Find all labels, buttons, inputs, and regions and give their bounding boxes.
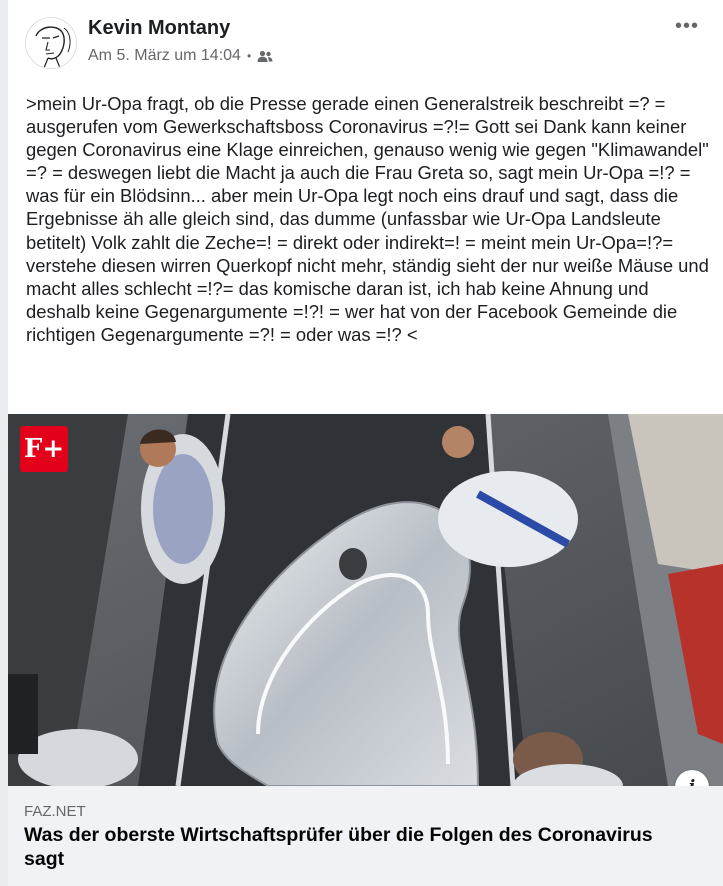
meta-separator: • — [246, 49, 252, 63]
friends-icon[interactable] — [257, 50, 273, 63]
post-header — [8, 0, 723, 80]
author-name[interactable]: Kevin Montany — [88, 17, 231, 39]
link-preview-image[interactable] — [8, 414, 723, 786]
link-preview-card[interactable] — [8, 414, 723, 886]
factory-photo — [8, 414, 723, 786]
post-meta — [88, 47, 273, 65]
post-text: >mein Ur-Opa fragt, ob die Presse gerade einen Generalstreik beschreibt =? = ausgerufen vom Gewerkschaftsboss Coronavirus =?!= Gott sei Dank kann keiner gegen Coronavirus eine Klage einreichen, genauso wenig wie gegen "Klimawandel" =? = deswegen liebt die Macht ja auch die Frau Greta so, sagt mein Ur-Opa =!? = was für ein Blödsinn... aber mein Ur-Opa legt noch eins drauf und sagt, dass die Ergebnisse äh alle gleich sind, das dumme (unfassbar wie Ur-Opa Landsleute betitelt) Volk zahlt die Zeche=! = direkt oder indirekt=! = meint mein Ur-Opa=!?= verstehe diesen wirren Querkopf nicht mehr, ständig sieht der nur weiße Mäuse und macht alles schlecht =!?= das komische daran ist, ich hab keine Ahnung und deshalb keine Gegenargumente =!?! = wer hat von der Facebook Gemeinde die richtigen Gegenargumente =?! = oder was =!? < — [26, 93, 709, 345]
faz-plus-badge: F+ — [20, 426, 68, 472]
link-title[interactable]: Was der oberste Wirtschaftsprüfer über die Folgen des Coronavirus sagt — [24, 824, 653, 870]
avatar-sketch-icon — [26, 18, 77, 69]
author-avatar[interactable] — [25, 17, 77, 69]
facebook-post — [8, 0, 723, 886]
link-domain: FAZ.NET — [24, 803, 86, 820]
post-timestamp[interactable]: Am 5. März um 14:04 — [88, 47, 241, 64]
link-meta[interactable] — [8, 786, 723, 886]
more-options-button[interactable]: ••• — [674, 15, 699, 37]
